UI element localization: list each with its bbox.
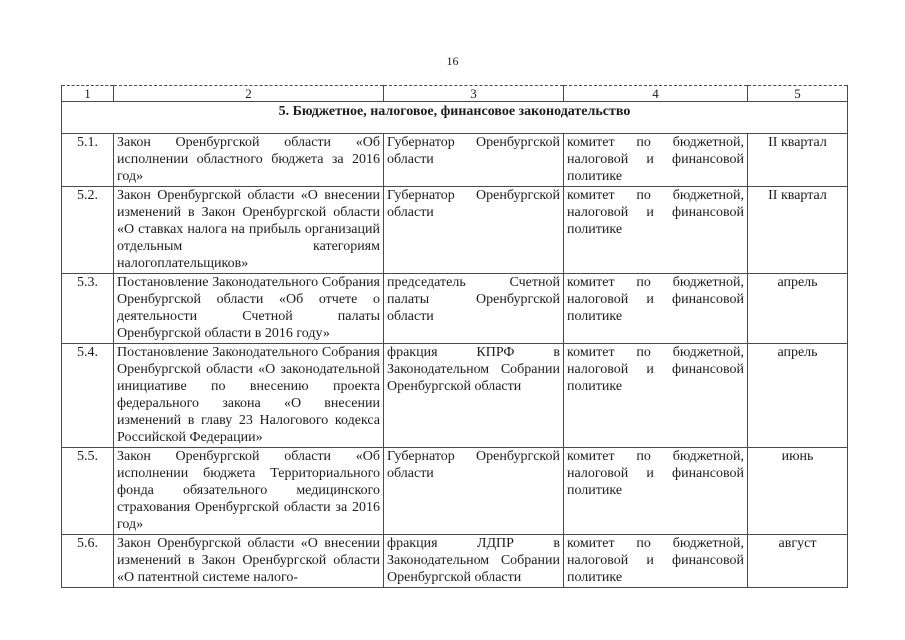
item-committee: комитет по бюджетной, налоговой и финансовой политике xyxy=(564,344,748,448)
item-number: 5.4. xyxy=(62,344,114,448)
item-initiator: Губернатор Оренбургской области xyxy=(384,448,564,535)
item-number: 5.1. xyxy=(62,134,114,187)
item-title: Закон Оренбургской области «Об исполнении областного бюджета за 2016 год» xyxy=(114,134,384,187)
item-title: Закон Оренбургской области «О внесении изменений в Закон Оренбургской области «О ставках налога на прибыль организаций отдельным категориям налогоплательщиков» xyxy=(114,187,384,274)
table-row xyxy=(62,448,848,535)
item-committee: комитет по бюджетной, налоговой и финансовой политике xyxy=(564,448,748,535)
page-number: 16 xyxy=(446,54,459,68)
column-number: 1 xyxy=(62,86,114,102)
table-row xyxy=(62,535,848,588)
column-number: 5 xyxy=(748,86,848,102)
item-initiator: Губернатор Оренбургской области xyxy=(384,134,564,187)
item-title: Закон Оренбургской области «О внесении изменений в Закон Оренбургской области «О патентной системе налого- xyxy=(114,535,384,588)
item-number: 5.3. xyxy=(62,274,114,344)
item-committee: комитет по бюджетной, налоговой и финансовой политике xyxy=(564,134,748,187)
item-term: август xyxy=(748,535,848,588)
item-term: II квартал xyxy=(748,134,848,187)
item-initiator: фракция КПРФ в Законодательном Собрании Оренбургской области xyxy=(384,344,564,448)
item-initiator: Губернатор Оренбургской области xyxy=(384,187,564,274)
column-number: 4 xyxy=(564,86,748,102)
legislation-plan-table xyxy=(61,85,848,588)
table-row xyxy=(62,134,848,187)
item-title: Постановление Законодательного Собрания Оренбургской области «Об отчете о деятельности Счетной палаты Оренбургской области в 2016 году» xyxy=(114,274,384,344)
column-number: 2 xyxy=(114,86,384,102)
item-committee: комитет по бюджетной, налоговой и финансовой политике xyxy=(564,535,748,588)
item-number: 5.2. xyxy=(62,187,114,274)
item-title: Закон Оренбургской области «Об исполнении бюджета Территориального фонда обязательного медицинского страхования Оренбургской области за 2016 год» xyxy=(114,448,384,535)
item-committee: комитет по бюджетной, налоговой и финансовой политике xyxy=(564,187,748,274)
section-title: 5. Бюджетное, налоговое, финансовое законодательство xyxy=(62,102,848,134)
item-initiator: председатель Счетной палаты Оренбургской области xyxy=(384,274,564,344)
item-number: 5.5. xyxy=(62,448,114,535)
table-row xyxy=(62,274,848,344)
item-number: 5.6. xyxy=(62,535,114,588)
item-term: апрель xyxy=(748,274,848,344)
item-initiator: фракция ЛДПР в Законодательном Собрании Оренбургской области xyxy=(384,535,564,588)
section-header-row xyxy=(62,102,848,134)
table-row xyxy=(62,187,848,274)
item-term: июнь xyxy=(748,448,848,535)
item-committee: комитет по бюджетной, налоговой и финансовой политике xyxy=(564,274,748,344)
item-title: Постановление Законодательного Собрания Оренбургской области «О законодательной инициативе по внесению проекта федерального закона «О внесении изменений в главу 23 Налогового кодекса Российской Федерации» xyxy=(114,344,384,448)
column-number-row xyxy=(62,86,848,102)
table-row xyxy=(62,344,848,448)
column-number: 3 xyxy=(384,86,564,102)
item-term: апрель xyxy=(748,344,848,448)
item-term: II квартал xyxy=(748,187,848,274)
